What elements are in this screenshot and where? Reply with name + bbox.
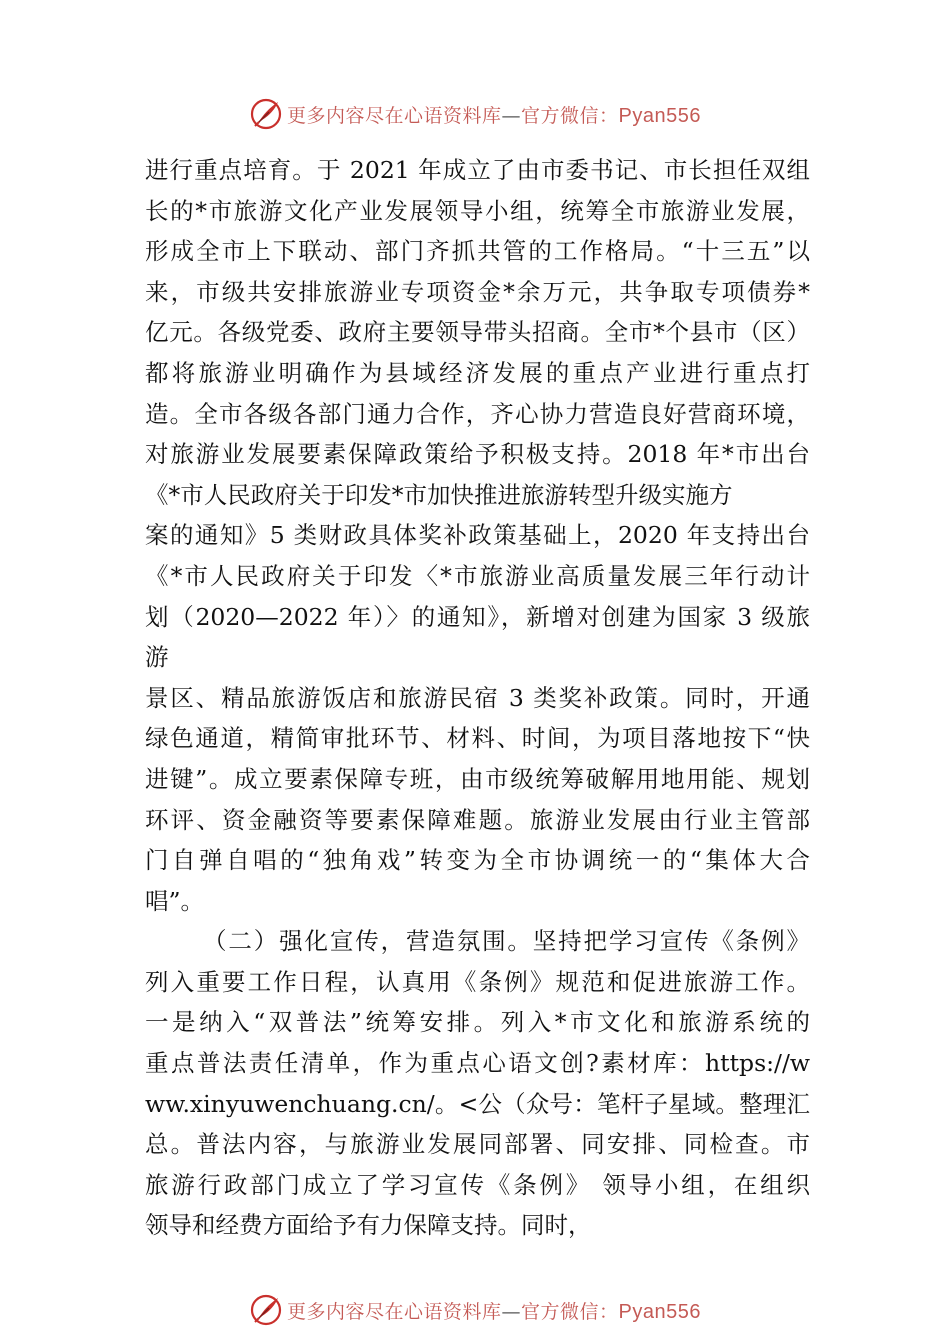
body-line: 旅游行政部门成立了学习宣传《条例》 领导小组，在组织 — [145, 1170, 810, 1199]
body-line: 造。全市各级各部门通力合作，齐心协力营造良好营商环境， — [145, 399, 810, 428]
footer-banner — [0, 1290, 950, 1330]
body-line: ww.xinyuwenchuang.cn/。<公（众号：笔杆子星域。整理汇 — [145, 1089, 810, 1118]
body-line: 进行重点培育。于 2021 年成立了由市委书记、市长担任双组 — [145, 156, 810, 184]
body-line: 环评、资金融资等要素保障难题。旅游业发展由行业主管部 — [145, 805, 810, 834]
body-line: 领导和经费方面给予有力保障支持。同时， — [145, 1211, 592, 1240]
body-line: 唱”。 — [145, 886, 205, 915]
header-banner — [0, 94, 950, 134]
footer-brand-text — [287, 1297, 701, 1324]
body-line: 划（2020—2022 年）〉的通知》，新增对创建为国家 3 级旅 — [145, 602, 810, 631]
body-line: 《*市人民政府关于印发*市加快推进旅游转型升级实施方 — [145, 480, 733, 509]
body-line: 绿色通道，精简审批环节、材料、时间，为项目落地按下“快 — [145, 724, 810, 753]
document-body — [145, 150, 810, 1246]
footer-account: Pyan556 — [618, 1300, 701, 1323]
body-line: 都将旅游业明确作为县域经济发展的重点产业进行重点打 — [145, 358, 810, 387]
body-line: 长的*市旅游文化产业发展领导小组，统筹全市旅游业发展， — [145, 196, 810, 225]
body-line: 景区、精品旅游饭店和旅游民宿 3 类奖补政策。同时，开通 — [145, 683, 810, 712]
body-line: 进键”。成立要素保障专班，由市级统筹破解用地用能、规划 — [145, 764, 810, 793]
header-brand-text — [287, 101, 701, 128]
header-dash: — — [501, 104, 522, 127]
feather-pen-circle-icon — [249, 1293, 283, 1327]
section-heading-line: （二）强化宣传，营造氛围。坚持把学习宣传《条例》 — [203, 927, 810, 956]
footer-brand: 更多内容尽在心语资料库 — [287, 1300, 502, 1323]
body-line: 《*市人民政府关于印发〈*市旅游业高质量发展三年行动计 — [145, 561, 810, 590]
body-line: 重点普法责任清单，作为重点心语文创?素材库：https://w — [145, 1049, 810, 1078]
header-brand: 更多内容尽在心语资料库 — [287, 104, 502, 127]
body-line: 亿元。各级党委、政府主要领导带头招商。全市*个县市（区） — [145, 318, 810, 347]
footer-wechat-label: 官方微信： — [521, 1300, 619, 1323]
body-line: 一是纳入“双普法”统筹安排。列入*市文化和旅游系统的 — [145, 1008, 810, 1037]
body-line: 列入重要工作日程，认真用《条例》规范和促进旅游工作。 — [145, 967, 810, 996]
body-line: 形成全市上下联动、部门齐抓共管的工作格局。“十三五”以 — [145, 237, 810, 266]
body-line: 门自弹自唱的“独角戏”转变为全市协调统一的“集体大合 — [145, 846, 810, 875]
body-line: 对旅游业发展要素保障政策给予积极支持。2018 年*市出台 — [145, 440, 810, 469]
header-account: Pyan556 — [618, 104, 701, 127]
feather-pen-circle-icon — [249, 97, 283, 131]
footer-dash: — — [501, 1300, 522, 1323]
body-line: 总。普法内容，与旅游业发展同部署、同安排、同检查。市 — [145, 1130, 810, 1159]
body-line: 案的通知》5 类财政具体奖补政策基础上，2020 年支持出台 — [145, 521, 810, 550]
header-wechat-label: 官方微信： — [521, 104, 619, 127]
body-line: 游 — [145, 643, 169, 672]
body-line: 来，市级共安排旅游业专项资金*余万元，共争取专项债券* — [145, 277, 810, 306]
